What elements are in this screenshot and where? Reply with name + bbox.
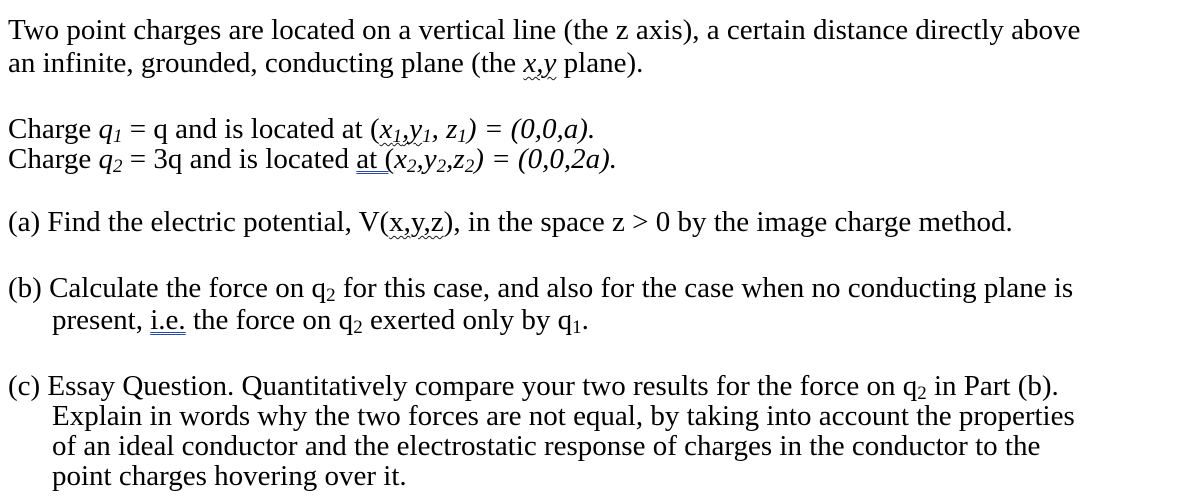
q2-position-value: ) = (0,0,2a). <box>474 143 617 175</box>
part-a-start: (a) Find the electric potential, V( <box>8 206 390 238</box>
part-a-end: ), in the space z > 0 by the image charge method. <box>443 206 1013 238</box>
part-b-force-on: the force on q <box>185 304 354 336</box>
part-b-present: present, <box>52 304 151 336</box>
intro-line-1 <box>8 14 1080 46</box>
part-b-period: . <box>581 304 589 336</box>
z2-symbol: z <box>453 143 465 175</box>
ie-abbreviation: i.e. <box>150 304 186 336</box>
part-b-line-2 <box>52 304 589 336</box>
part-c-line-1 <box>8 370 1059 402</box>
part-b-exerted-by: exerted only by q <box>362 304 573 336</box>
q1-xy-coords <box>380 113 423 145</box>
part-b-line-1 <box>8 272 1073 304</box>
q2-symbol: q <box>98 143 113 175</box>
q2-at-text: at ( <box>356 143 395 175</box>
part-b-line-1-end: for this case, and also for the case when no conducting plane is <box>335 272 1074 304</box>
xy-plane-symbol: x,y <box>523 47 557 79</box>
x1-symbol: x <box>379 113 393 145</box>
charge-q2-mid: = 3q and is located <box>122 143 357 175</box>
z1-subscript: 1 <box>457 126 467 147</box>
intro-line-2-start: an infinite, grounded, conducting plane (the <box>8 47 524 79</box>
intro-line-1-text: Two point charges are located on a vertical line (the z axis), a certain distance directly above <box>8 14 1081 46</box>
q1-position-value: ) = (0,0,a). <box>466 113 596 145</box>
part-c-line-4-text: point charges hovering over it. <box>52 460 407 492</box>
xyz-symbol: x,y,z <box>389 206 444 238</box>
y2-subscript: 2 <box>436 156 447 177</box>
intro-line-2 <box>8 47 643 79</box>
q2-subscript: 2 <box>112 156 123 177</box>
part-c-line-1-end: in Part (b). <box>926 370 1059 402</box>
part-b-line-1-start: (b) Calculate the force on q <box>8 272 327 304</box>
part-b-q2-subscript: 2 <box>326 285 336 306</box>
part-c-line-2 <box>52 400 1075 432</box>
q1-comma-2: , <box>431 113 447 145</box>
charge-q1-line <box>8 113 595 145</box>
part-c-line-4 <box>52 460 407 492</box>
charge-q1-prefix: Charge <box>8 113 99 145</box>
q1-symbol: q <box>98 113 113 145</box>
charge-q1-mid: = q and is located at ( <box>122 113 380 145</box>
part-c-line-2-text: Explain in words why the two forces are not equal, by taking into account the properties <box>52 400 1075 432</box>
part-c-line-1-start: (c) Essay Question. Quantitatively compare your two results for the force on q <box>8 370 918 402</box>
q2-comma-2: , <box>446 143 454 175</box>
q1-subscript: 1 <box>112 126 123 147</box>
part-b-q2-subscript-2: 2 <box>353 317 363 338</box>
intro-line-2-end: plane). <box>556 47 644 79</box>
part-b-q1-subscript: 1 <box>572 317 582 338</box>
part-c-line-3-text: of an ideal conductor and the electrostatic response of charges in the conductor to the <box>52 430 1041 462</box>
x2-subscript: 2 <box>407 156 417 177</box>
x1-subscript: 1 <box>392 126 402 147</box>
x2-symbol: x <box>394 143 408 175</box>
charge-q2-prefix: Charge <box>8 143 99 175</box>
z2-subscript: 2 <box>464 156 475 177</box>
part-c-q2-subscript: 2 <box>917 383 927 404</box>
part-c-line-3 <box>52 430 1040 462</box>
y1-subscript: 1 <box>422 126 432 147</box>
q1-comma-1: , <box>402 113 410 145</box>
z1-symbol: z <box>446 113 458 145</box>
q2-comma-1: , <box>416 143 424 175</box>
y2-symbol: y <box>423 143 437 175</box>
y1-symbol: y <box>409 113 423 145</box>
part-a-line <box>8 206 1013 238</box>
q2-coordinates <box>394 143 617 175</box>
q1-coordinates <box>380 113 596 145</box>
charge-q2-line <box>8 143 617 175</box>
